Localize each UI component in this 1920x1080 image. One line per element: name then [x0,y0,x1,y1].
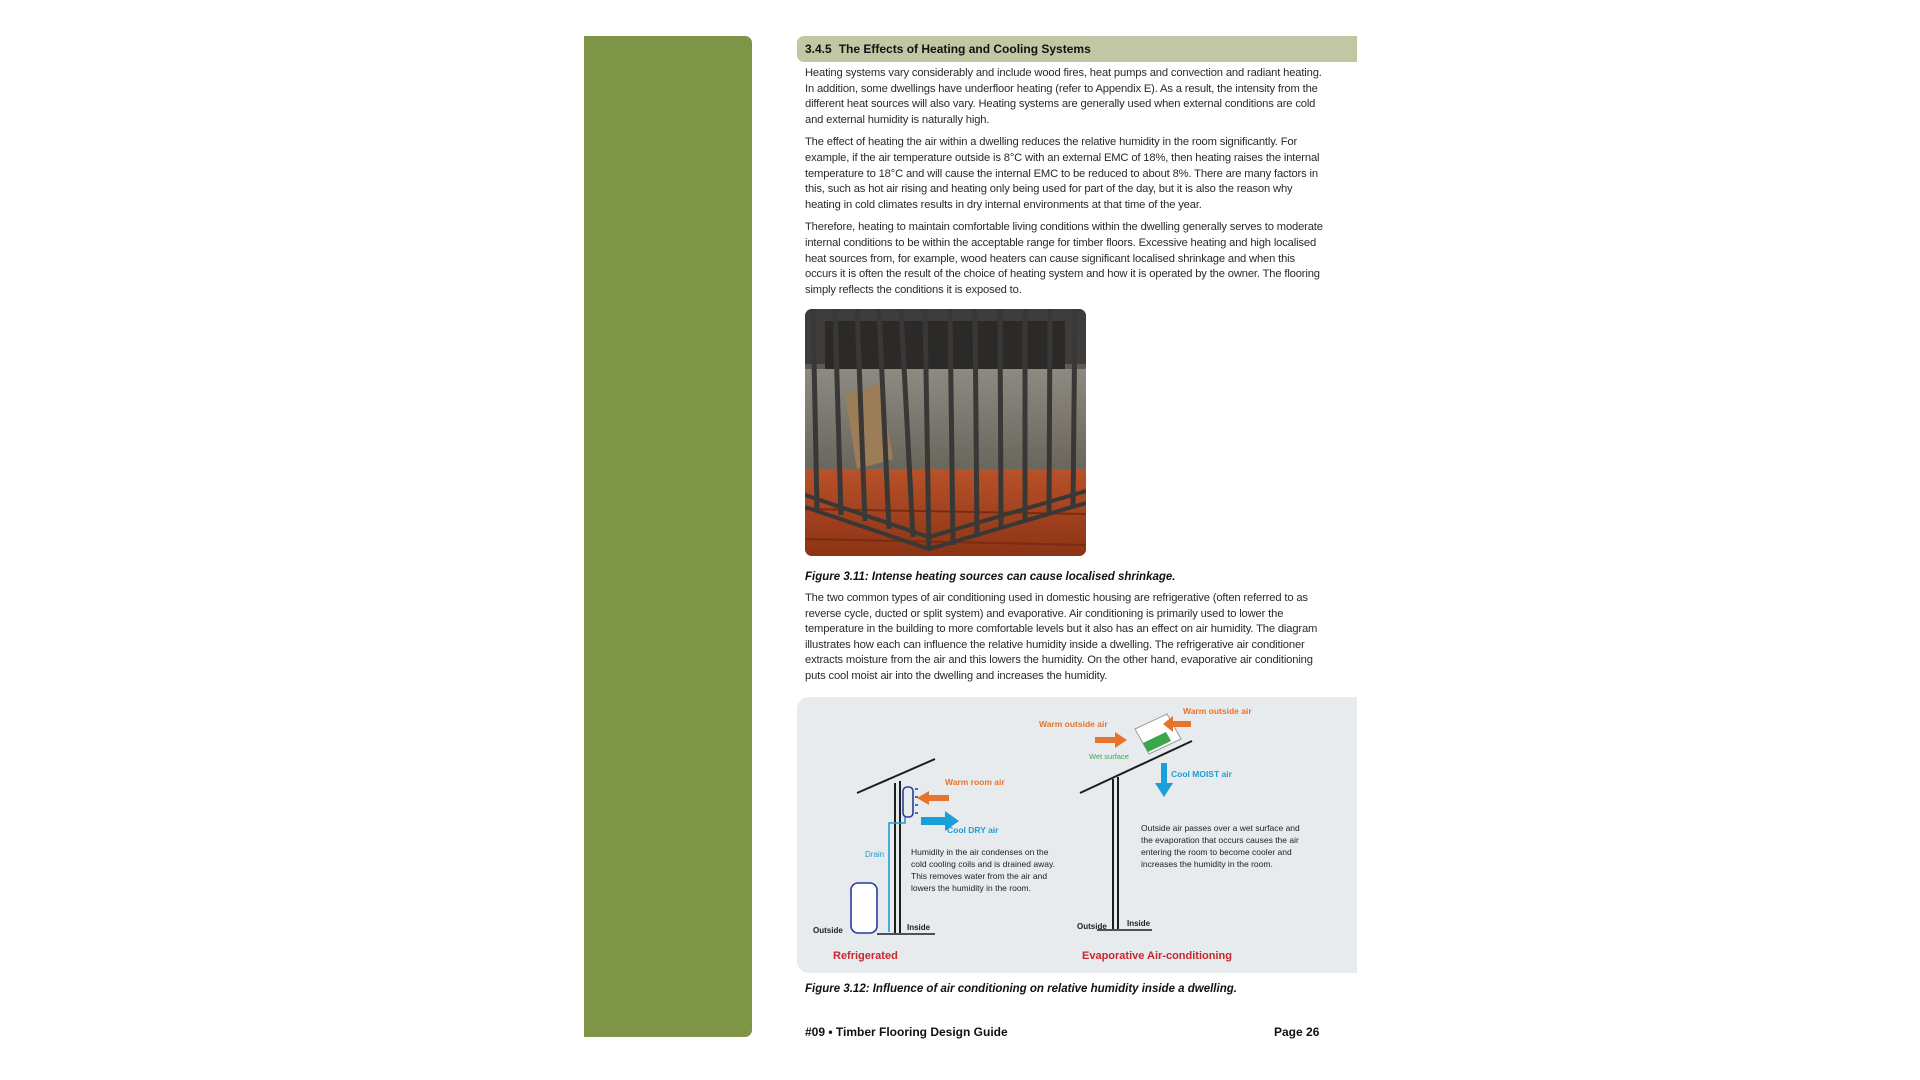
evaporative-desc-line: entering the room to become cooler and [1141,847,1292,857]
outside-label: Outside [813,926,843,935]
evaporative-desc-line: increases the humidity in the room. [1141,859,1273,869]
outside-label: Outside [1077,922,1107,931]
air-conditioning-text [805,591,1323,685]
refrigerated-desc-line: Humidity in the air condenses on the [911,847,1049,857]
evaporative-title: Evaporative Air-conditioning [1082,950,1232,962]
paragraph: The two common types of air conditioning used in domestic housing are refrigerative (often referred to as reverse cycle, ducted or split system) and evaporative. Air conditioning is primarily used to lower the temperature in the building to more comfortable levels but it also has an effect on air humidity. The diagram illustrates how each can influence the relative humidity inside a dwelling. The refrigerative air conditioner extracts moisture from the air and this lowers the humidity. On the other hand, evaporative air conditioning puts cool moist air into the dwelling and increases the humidity. [805,592,1318,682]
refrigerated-diagram [813,759,1055,962]
warm-room-air-arrow [917,791,949,805]
page-number: Page 26 [1274,1025,1320,1039]
inside-label: Inside [907,923,931,932]
evaporative-desc-line: Outside air passes over a wet surface and [1141,823,1300,833]
section-heading [797,36,1357,62]
paragraph: Heating systems vary considerably and include wood fires, heat pumps and convection and radiant heating. In addition, some dwellings have underfloor heating (refer to Appendix E). As a result, the intensity from the different heat sources will also vary. Heating systems are generally used when external conditions are cold and external humidity is naturally high. [805,67,1322,126]
refrigerated-desc-line: cold cooling coils and is drained away. [911,859,1055,869]
paragraph: The effect of heating the air within a dwelling reduces the relative humidity in the room significantly. For example, if the air temperature outside is 8°C with an external EMC of 18%, then heating raises the internal temperature to 18°C and will cause the internal EMC to be reduced to about 8%. There are many factors in this, such as hot air rising and heating only being used for part of the day, but it is also the reason why heating in cold climates results in dry internal environments at that time of the year. [805,136,1320,211]
evaporative-desc-line: the evaporation that occurs causes the air [1141,835,1299,845]
refrigerated-desc-line: This removes water from the air and [911,871,1048,881]
intro-text [805,66,1323,305]
drain-label: Drain [865,850,885,859]
figure-3-12-caption: Figure 3.12: Influence of air conditioning on relative humidity inside a dwelling. [805,983,1237,995]
warm-room-air-label: Warm room air [945,777,1005,787]
wet-surface-label: Wet surface [1089,752,1129,761]
warm-outside-air-label: Warm outside air [1039,719,1108,729]
section-title: The Effects of Heating and Cooling Systems [838,42,1091,56]
paragraph: Therefore, heating to maintain comfortable living conditions within the dwelling generally serves to moderate internal conditions to be within the acceptable range for timber floors. Excessive heating and high localised heat sources from, for example, wood heaters can cause significant localised shrinkage and when this occurs it is often the result of the choice of heating system and how it is operated by the owner. The flooring simply reflects the conditions it is exposed to. [805,221,1323,296]
evaporative-diagram [1039,706,1300,962]
figure-3-11-caption: Figure 3.11: Intense heating sources can cause localised shrinkage. [805,571,1176,583]
section-number: 3.4.5 [805,42,832,56]
warm-outside-air-label: Warm outside air [1183,706,1252,716]
refrigerated-title: Refrigerated [833,950,898,962]
refrigerated-desc-line: lowers the humidity in the room. [911,883,1031,893]
warm-outside-air-arrow [1095,732,1127,748]
footer-doc-title: #09 • Timber Flooring Design Guide [805,1025,1008,1039]
cool-moist-air-label: Cool MOIST air [1171,769,1232,779]
inside-label: Inside [1127,919,1151,928]
cool-dry-air-label: Cool DRY air [947,825,999,835]
fireplace-photo [805,309,1086,556]
green-sidebar [584,36,752,1037]
air-conditioning-diagram [797,697,1357,973]
